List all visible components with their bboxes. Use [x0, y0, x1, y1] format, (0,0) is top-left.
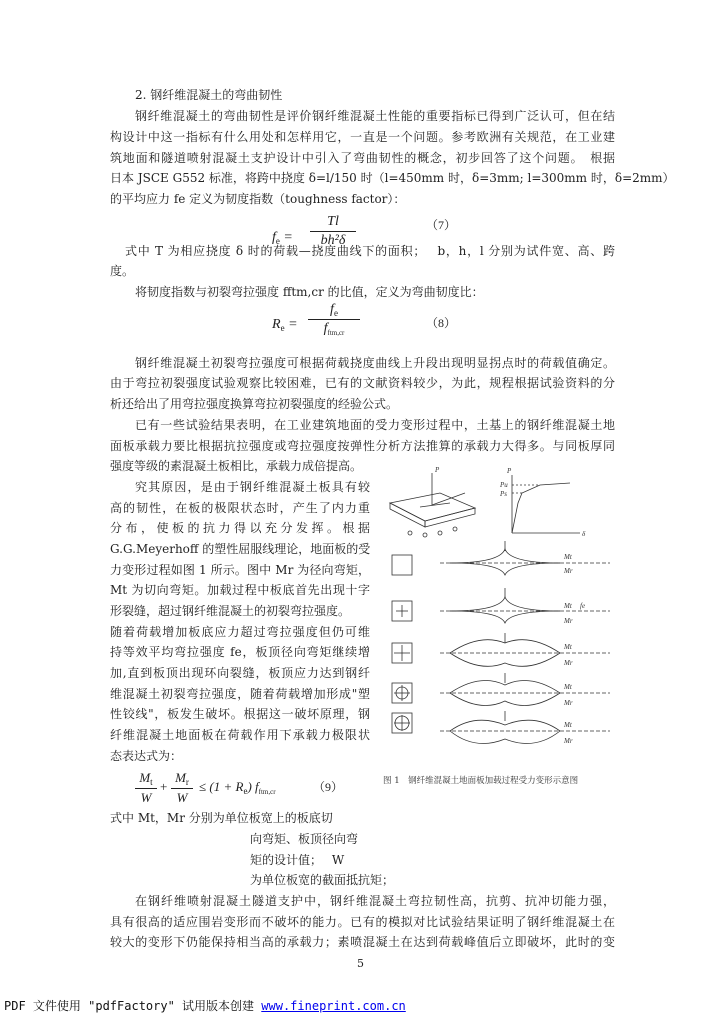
- fig-label-Mt-2: Mt: [564, 602, 572, 610]
- fig-label-Mr-2: Mr: [564, 617, 573, 625]
- para1-line-3: 日本 JSCE G552 标准，将跨中挠度 δ=l/150 时（l=450mm 时，δ=3mm; l=300mm 时，δ=2mm）: [110, 171, 675, 185]
- para1-line-1: 构设计中这一指标有什么用处和怎样用它，一直是一个问题。参考欧洲有关规范，在工业建: [110, 130, 615, 144]
- para3-line-1: 由于弯拉初裂强度试验观察比较困难，已有的文献资料较少，为此，规程根据试验资料的分: [110, 376, 615, 390]
- para5-line-0: 究其原因，是由于钢纤维混凝土板具有较: [135, 480, 370, 494]
- fig-label-Pu: Pu: [500, 481, 508, 489]
- figure-caption: 图 1 钢纤维混凝土地面板加载过程受力变形示意图: [383, 776, 579, 786]
- para2-line-1: 度。: [110, 264, 135, 278]
- para7-line-2: 较大的变形下仍能保持相当高的承载力；素喷混凝土在达到荷载峰值后立即破坏，此时的变: [110, 935, 615, 949]
- footer-link[interactable]: www.fineprint.com.cn: [261, 999, 406, 1013]
- section-heading: 2. 钢纤维混凝土的弯曲韧性: [135, 88, 283, 102]
- para4-line-2: 强度等级的素混凝土板相比，承载力成倍提高。: [110, 459, 363, 473]
- para5-line-6: 形裂缝，超过钢纤维混凝土的初裂弯拉强度。: [110, 604, 351, 618]
- para1-line-0: 钢纤维混凝土的弯曲韧性是评价钢纤维混凝土性能的重要指标已得到广泛认可，但在结: [135, 109, 615, 123]
- para5-line-10: 维混凝土初裂弯拉强度，随着荷载增加形成"塑: [110, 687, 370, 701]
- footer-text: PDF 文件使用 "pdfFactory" 试用版本创建: [4, 999, 255, 1013]
- eq9-t1-num: M: [139, 770, 151, 785]
- fig-label-P2: P: [507, 467, 512, 475]
- figure-1-diagram: [380, 463, 620, 768]
- eq7-lhs: f: [272, 230, 276, 245]
- para2-line-2: 将韧度指数与初裂弯拉强度 fftm,cr 的比值，定义为弯曲韧度比：: [135, 285, 484, 299]
- equation-7: $f_e$ = Tl bh²δ （7）: [272, 214, 457, 248]
- fig-label-delta: δ: [582, 530, 586, 538]
- fig-label-Mt-3: Mt: [564, 643, 572, 651]
- para5-line-12: 纤维混凝土地面板在荷载作用下承载力极限状: [110, 728, 370, 742]
- para6-line-1: 向弯矩、板顶径向弯: [250, 832, 359, 846]
- eq7-lhs-sub: e: [275, 236, 280, 246]
- eq8-denominator-sub: ftm,cr: [327, 329, 345, 337]
- eq8-number: （8）: [426, 316, 457, 330]
- fig-label-Mt: Mt: [564, 553, 572, 561]
- eq9-t2-num: M: [175, 770, 186, 785]
- eq9-t2-den: W: [176, 790, 188, 805]
- eq7-numerator: Tl: [327, 214, 339, 229]
- para6-line-0: 式中 Mt，Mr 分别为单位板宽上的板底切: [110, 811, 333, 825]
- para5-line-11: 性铰线"，板发生破坏。根据这一破坏原理，钢: [110, 707, 370, 721]
- eq9-t1-den: W: [140, 790, 152, 805]
- eq8-numerator-sub: e: [333, 308, 338, 318]
- eq9-rhs: ≤ (1 + R: [199, 779, 244, 794]
- para7-line-0: 在钢纤维喷射混凝土隧道支护中，钢纤维混凝土弯拉韧性高，抗剪、抗冲切能力强，: [135, 894, 615, 908]
- fig-label-Mr-5: Mr: [564, 737, 573, 745]
- para1-line-2: 筑地面和隧道喷射混凝土支护设计中引入了弯曲韧性的概念，初步回答了这个问题。 根据: [110, 151, 615, 165]
- para5-line-9: 加,直到板顶出现环向裂缝，板顶应力达到钢纤: [110, 666, 370, 680]
- eq9-rhs-end-sub: ftm,cr: [258, 788, 276, 796]
- para5-line-7: 随着荷载增加板底应力超过弯拉强度但仍可维: [110, 625, 370, 639]
- fig-label-fe: fe: [580, 602, 586, 610]
- para6-line-3: 为单位板宽的截面抵抗矩；: [250, 873, 395, 887]
- para4-line-1: 面板承载力要比根据抗拉强度或弯拉强度按弹性分析方法推算的承载力大得多。与同板厚同: [110, 439, 615, 453]
- eq7-number: （7）: [426, 218, 457, 232]
- para5-line-13: 态表达式为：: [110, 749, 183, 763]
- fig-label-Mr: Mr: [564, 567, 573, 575]
- eq9-t2-sub: r: [185, 777, 189, 787]
- eq9-rhs-end: ) f: [247, 779, 259, 794]
- page-number: 5: [357, 957, 364, 970]
- para7-line-1: 具有很高的适应围岩变形而不破坏的能力。已有的模拟对比试验结果证明了钢纤维混凝土在: [110, 915, 615, 929]
- fig-label-Ps: Ps: [500, 490, 507, 498]
- fig-label-Mr-4: Mr: [564, 699, 573, 707]
- para2-line-0: 式中 T 为相应挠度 δ 时的荷载—挠度曲线下的面积； b，h，l 分别为试件宽、高、跨: [125, 244, 615, 258]
- para4-line-0: 已有一些试验结果表明，在工业建筑地面的受力变形过程中，土基上的钢纤维混凝土地: [135, 418, 615, 432]
- eq9-rhs-sub: e: [243, 786, 248, 796]
- pdf-footer: [4, 997, 406, 1014]
- para1-line-4: 的平均应力 fe 定义为韧度指数（toughness factor）：: [110, 192, 406, 206]
- para3-line-2: 析还给出了用弯拉强度换算弯拉初裂强度的经验公式。: [110, 397, 399, 411]
- equation-9: $M_t$ W + $M_r$ W ≤ $(1 + R_e)$ $f_{ftm,cr}$ （9）: [135, 770, 375, 810]
- para5-line-5: Mt 为切向弯矩。加载过程中板底首先出现十字: [110, 583, 370, 597]
- eq7-denominator: bh²δ: [320, 233, 346, 248]
- fig-label-Mr-3: Mr: [564, 659, 573, 667]
- eq8-lhs: R: [272, 317, 281, 332]
- fig-label-Mt-4: Mt: [564, 683, 572, 691]
- eq8-numerator: f: [330, 302, 334, 317]
- fig-label-P: P: [435, 466, 440, 474]
- para3-line-0: 钢纤维混凝土初裂弯拉强度可根据荷载挠度曲线上升段出现明显拐点时的荷载值确定。: [135, 356, 615, 370]
- para5-line-1: 高的韧性，在板的极限状态时，产生了内力重: [110, 501, 370, 515]
- para6-line-2: 矩的设计值； W: [250, 853, 345, 867]
- fig-label-Mt-5: Mt: [564, 721, 572, 729]
- eq9-t1-sub: t: [150, 777, 153, 787]
- para5-line-2: 分布，使板的抗力得以充分发挥。根据: [110, 521, 370, 535]
- eq8-denominator: f: [323, 321, 328, 336]
- eq8-lhs-sub: e: [280, 323, 285, 333]
- equation-8: $R_e$ = $f_e$ $f_{ftm,cr}$ （8）: [272, 302, 457, 337]
- para5-line-4: 力变形过程如图 1 所示。图中 Mr 为径向弯矩，: [110, 563, 370, 577]
- para5-line-3: G.G.Meyerhoff 的塑性屈服线理论，地面板的受: [110, 542, 371, 556]
- eq9-number: （9）: [313, 780, 344, 794]
- para5-line-8: 持等效平均弯拉强度 fe，板顶径向弯矩继续增: [110, 645, 370, 659]
